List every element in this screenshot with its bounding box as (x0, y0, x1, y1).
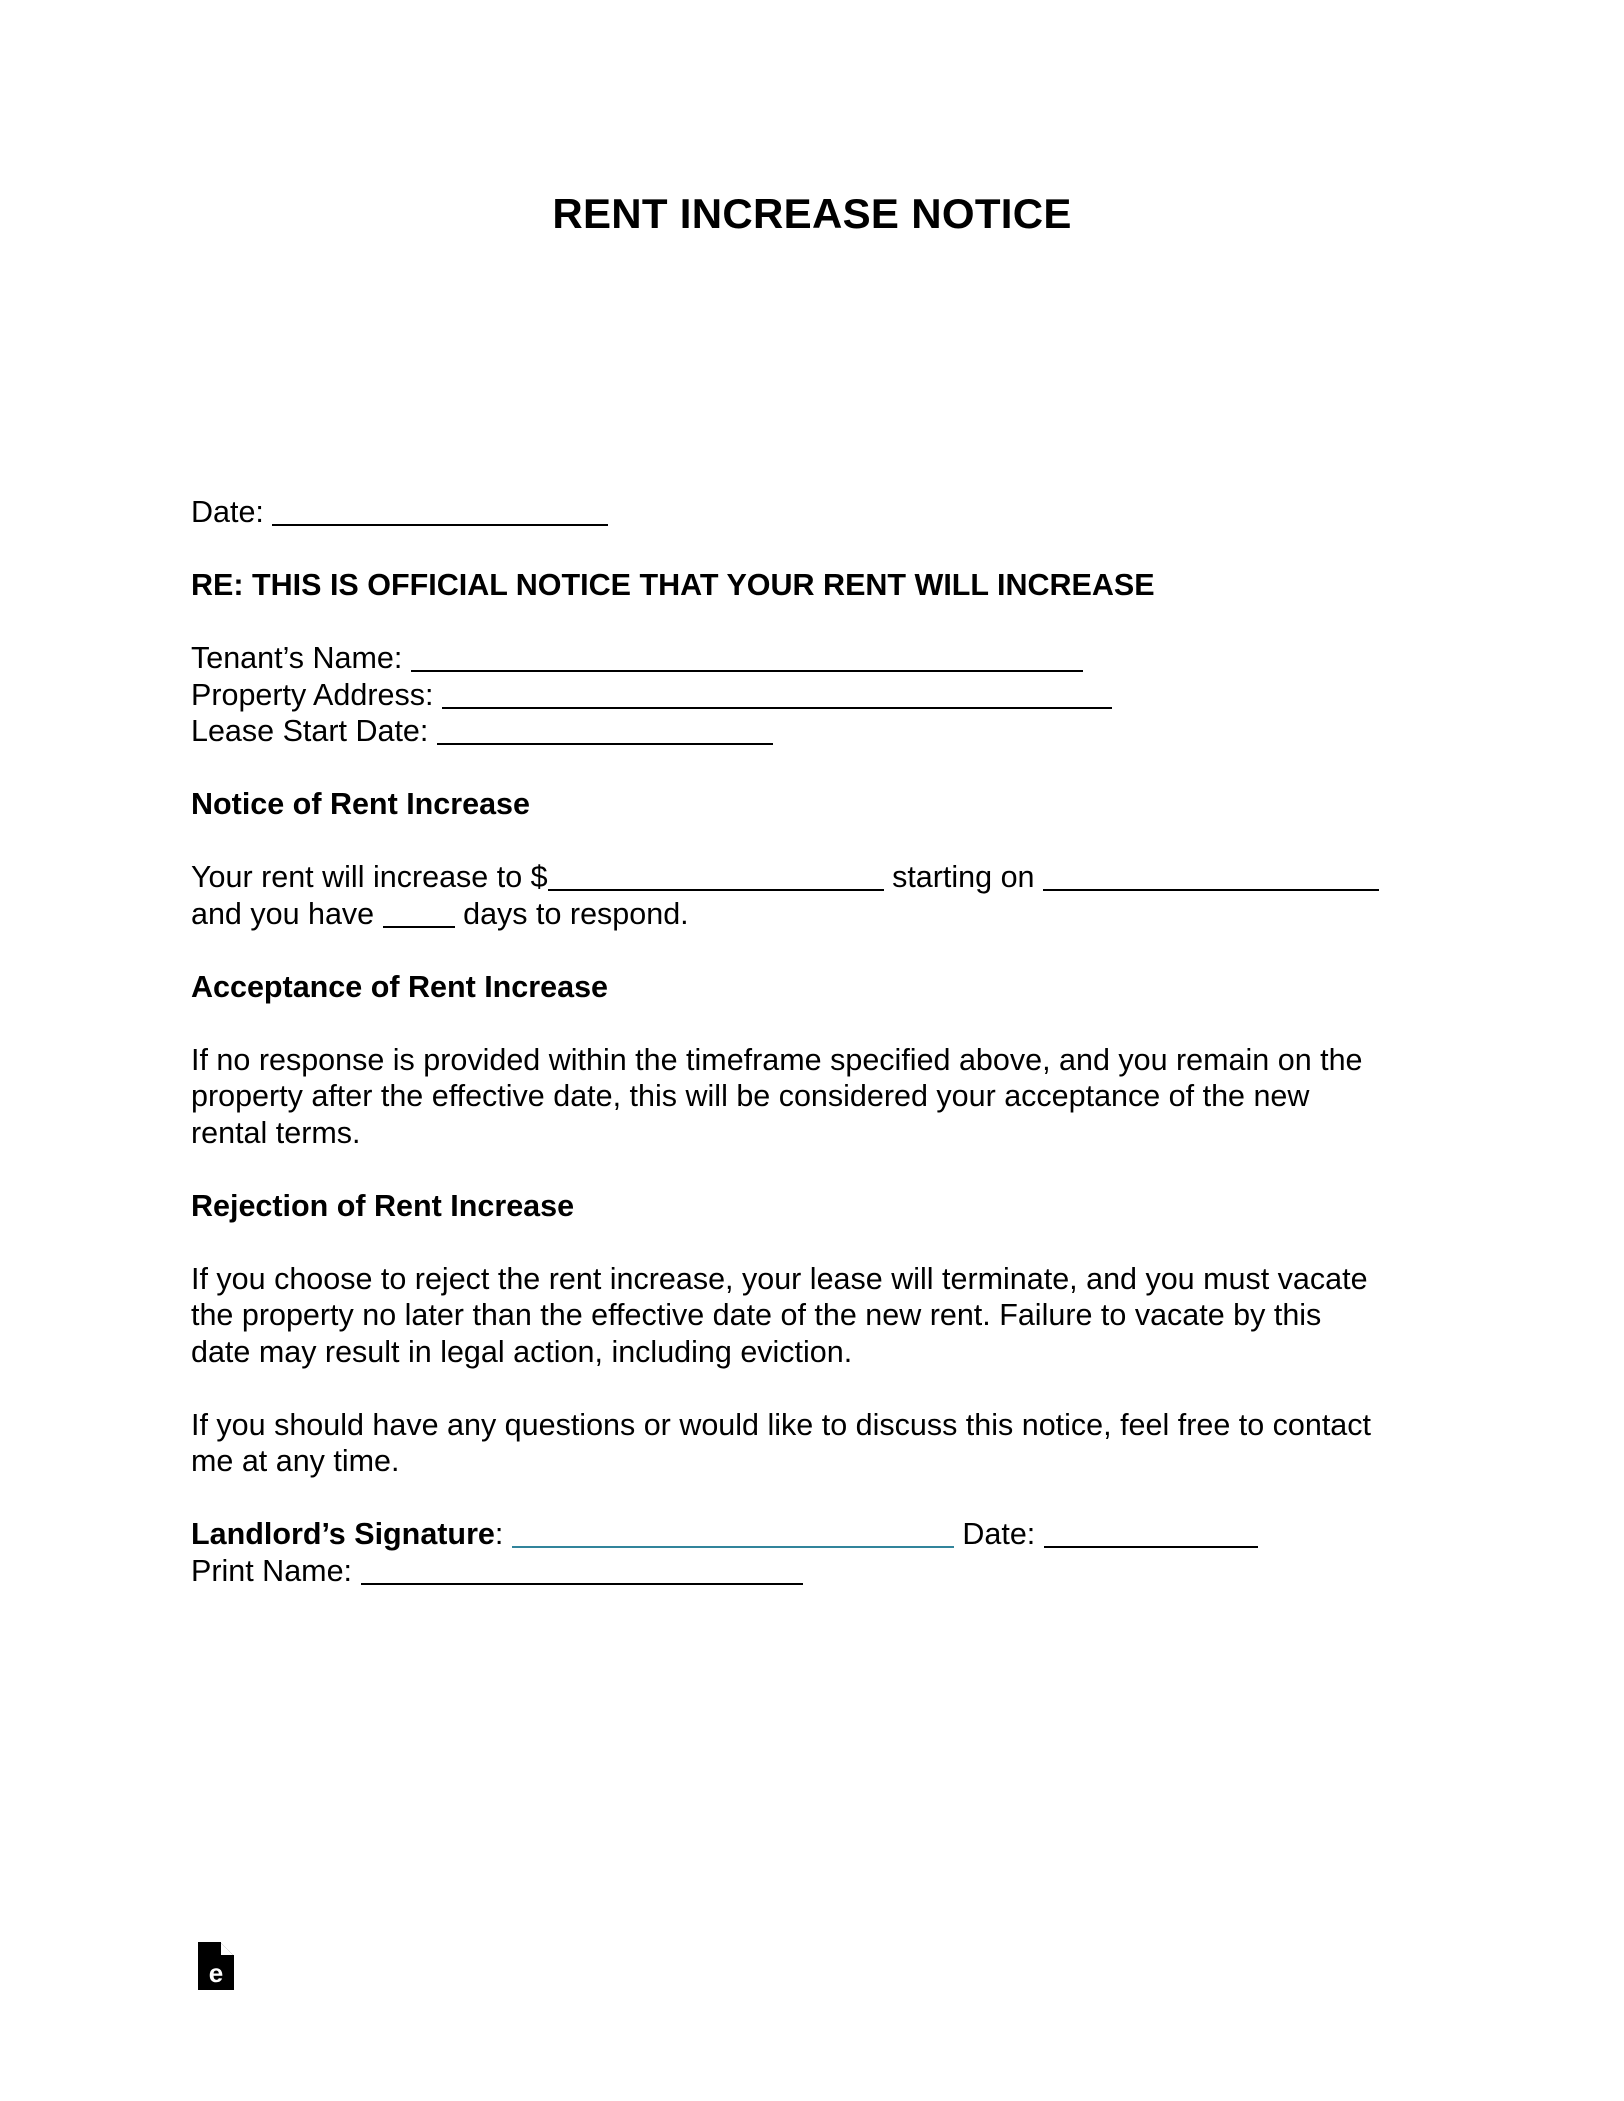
print-name-field[interactable] (361, 1556, 803, 1585)
rejection-heading: Rejection of Rent Increase (191, 1188, 575, 1223)
property-address-line (191, 677, 1451, 714)
signature-field[interactable] (512, 1519, 954, 1548)
notice-heading: Notice of Rent Increase (191, 787, 530, 821)
acceptance-paragraph-line-1: If no response is provided within the timeframe specified above, and you remain on the (191, 1042, 1363, 1077)
rejection-paragraph-line-1: If you choose to reject the rent increase, your lease will terminate, and you must vacate (191, 1261, 1368, 1296)
signature-date-field[interactable] (1044, 1519, 1258, 1548)
print-name-label: Print Name: (191, 1553, 353, 1588)
document-body (191, 494, 1451, 1589)
acceptance-paragraph-line-3: rental terms. (191, 1115, 361, 1150)
tenant-name-line (191, 640, 1451, 677)
tenant-name-label: Tenant’s Name: (191, 641, 403, 675)
date-field[interactable] (272, 497, 608, 526)
rent-text-4: days to respond. (463, 896, 689, 931)
signature-label: Landlord’s Signature (191, 1517, 495, 1551)
signature-line (191, 1516, 1451, 1553)
lease-start-label: Lease Start Date: (191, 714, 429, 748)
property-address-label: Property Address: (191, 677, 434, 712)
starting-date-field[interactable] (1043, 862, 1379, 891)
lease-start-line (191, 713, 1451, 750)
print-name-line (191, 1553, 1451, 1590)
property-address-field[interactable] (442, 680, 1112, 709)
date-line (191, 494, 1451, 531)
acceptance-paragraph-line-2: property after the effective date, this will be considered your acceptance of the new (191, 1079, 1310, 1113)
respond-days-line (191, 896, 1451, 933)
tenant-name-field[interactable] (411, 643, 1083, 672)
respond-days-field[interactable] (383, 899, 455, 928)
rejection-paragraph-line-3: date may result in legal action, including eviction. (191, 1334, 853, 1369)
rent-text-1: Your rent will increase to $ (191, 860, 548, 894)
acceptance-heading: Acceptance of Rent Increase (191, 969, 608, 1004)
lease-start-field[interactable] (437, 716, 773, 745)
signature-colon: : (494, 1517, 504, 1551)
document-e-logo-icon (198, 1942, 234, 1990)
rejection-paragraph-line-2: the property no later than the effective date of the new rent. Failure to vacate by this (191, 1298, 1322, 1332)
rent-text-3: and you have (191, 896, 375, 931)
logo-letter: e (208, 1958, 224, 1988)
rent-text-2: starting on (892, 860, 1035, 894)
signature-date-label: Date: (962, 1517, 1036, 1551)
document-title: RENT INCREASE NOTICE (552, 190, 1072, 237)
date-label: Date: (191, 495, 264, 529)
re-line: RE: THIS IS OFFICIAL NOTICE THAT YOUR RENT WILL INCREASE (191, 568, 1155, 602)
questions-paragraph-line-2: me at any time. (191, 1444, 400, 1478)
rent-amount-field[interactable] (548, 862, 884, 891)
questions-paragraph-line-1: If you should have any questions or would like to discuss this notice, feel free to contact (191, 1407, 1371, 1442)
rent-amount-line (191, 859, 1451, 896)
